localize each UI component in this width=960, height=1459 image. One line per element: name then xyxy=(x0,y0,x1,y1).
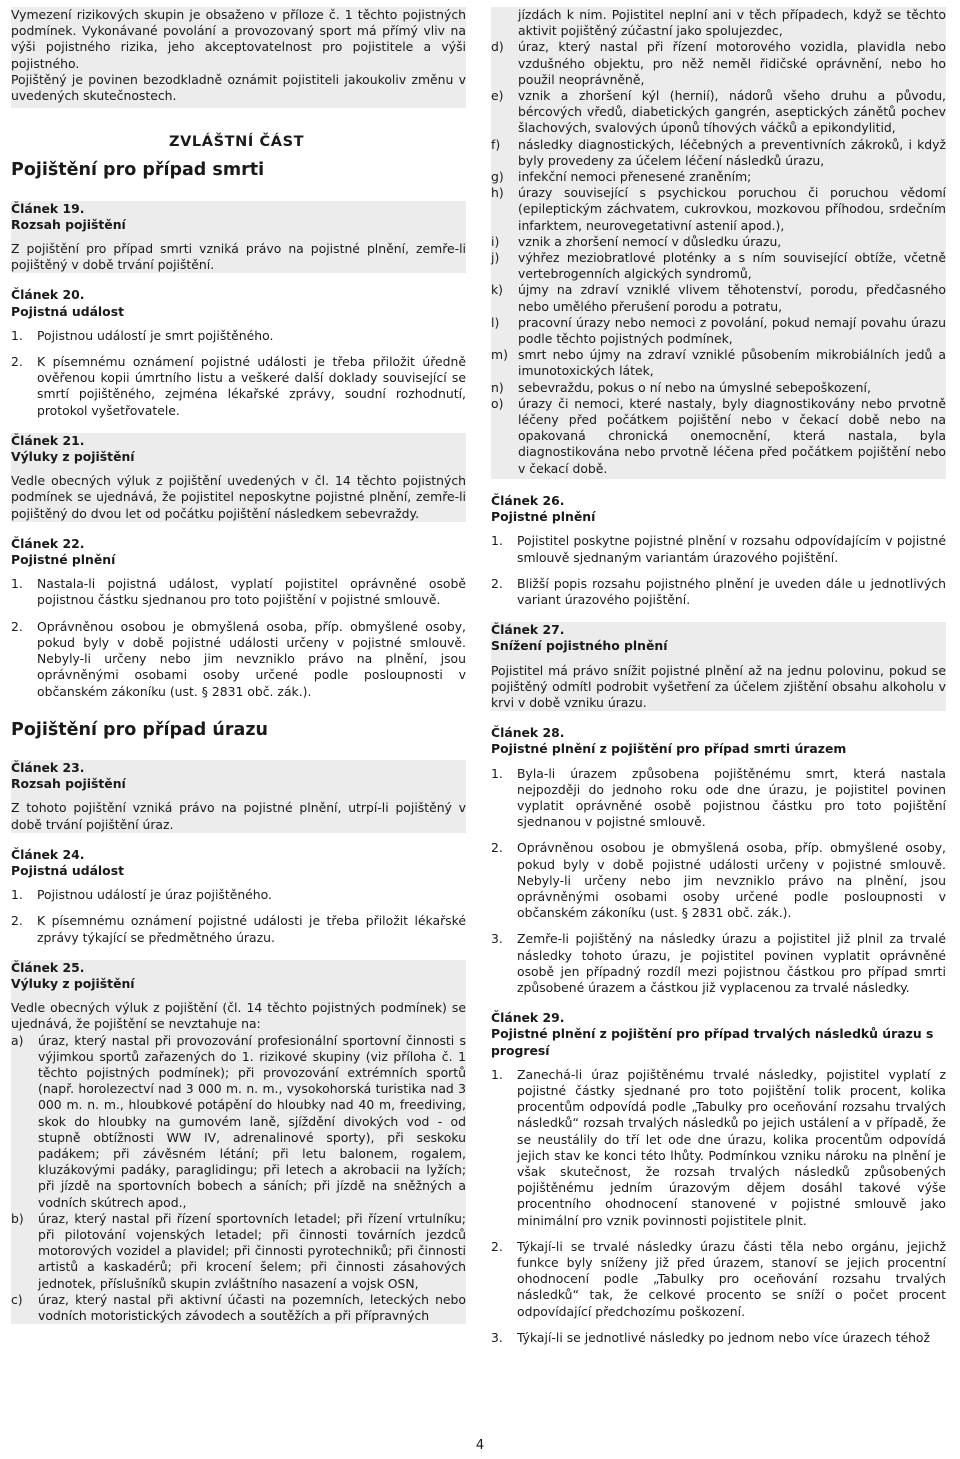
intro-box xyxy=(11,7,466,108)
article-number: Článek 25. xyxy=(11,959,85,975)
paragraph-number: 2. xyxy=(491,575,503,591)
article-number: Článek 26. xyxy=(491,492,565,508)
item-letter: o) xyxy=(491,395,504,411)
paragraph-number: 1. xyxy=(491,1066,503,1082)
numbered-paragraph xyxy=(491,931,946,996)
numbered-paragraph xyxy=(491,1239,946,1320)
section-heading-death: Pojištění pro případ smrti xyxy=(11,160,265,181)
article-text: Vedle obecných výluk z pojištění (čl. 14 těchto pojistných podmínek) se ujednává, že pojištění se nevztahuje na: xyxy=(11,1000,466,1032)
item-text: smrt nebo újmy na zdraví vzniklé působením mikrobiálních jedů a imunotoxických látek, xyxy=(518,347,946,379)
item-text: úraz, který nastal při řízení motorového vozidla, plavidla nebo vzdušného objektu, pro něž neměl řidičské oprávnění, nebo ho použil neoprávněně, xyxy=(518,39,946,87)
article-title: Pojistné plnění z pojištění pro případ trvalých následků úrazu s progresí xyxy=(491,1026,934,1058)
numbered-paragraph xyxy=(491,840,946,921)
article-text: Vedle obecných výluk z pojištění uvedených v čl. 14 těchto pojistných podmínek se ujednává, že pojistitel neposkytne pojistné plnění, zemře-li pojištěný do dvou let od počátku pojištění následkem sebevraždy. xyxy=(11,473,466,521)
paragraph-number: 2. xyxy=(491,840,503,856)
page-number: 4 xyxy=(475,1438,485,1453)
item-letter: f) xyxy=(491,136,501,152)
numbered-paragraph xyxy=(11,619,466,700)
article-number: Článek 28. xyxy=(491,725,565,741)
paragraph-number: 2. xyxy=(11,618,23,634)
numbered-paragraph xyxy=(491,1067,946,1229)
article-23 xyxy=(11,760,466,833)
lettered-item xyxy=(491,169,946,185)
paragraph-text: Týkají-li se jednotlivé následky po jednom nebo více úrazech téhož xyxy=(517,1329,931,1345)
item-text: vznik a zhoršení nemocí v důsledku úrazu, xyxy=(518,233,782,249)
paragraph-number: 1. xyxy=(491,765,503,781)
paragraph-number: 2. xyxy=(11,354,23,370)
item-letter: d) xyxy=(491,39,504,55)
numbered-paragraph xyxy=(491,766,946,831)
item-text: úraz, který nastal při řízení sportovních letadel; při řízení vrtulníku; při pilotování vojenských letadel; při činnosti továrních jezdců motorových vozidel a plavidel; při činnosti pyrotechniků; při činnosti artistů a kaskadérů; při krocení šelem; při činnosti zásahových jednotek, příslušníků skupin zvláštního nasazení a vojsk OSN, xyxy=(38,1210,466,1291)
section-heading-injury: Pojištění pro případ úrazu xyxy=(11,719,268,740)
paragraph-text: Oprávněnou osobou je obmyšlená osoba, příp. obmyšlené osoby, pokud byly v době pojistné události určeny v pojistné smlouvě. Nebyly-li určeny nebo jim nevzniklo právo na plnění, jsou oprávněnými osobami osoby určené podle posloupnosti v občanském zákoníku (ust. § 2831 obč. zák.). xyxy=(517,840,946,921)
lettered-item xyxy=(11,1211,466,1292)
paragraph-text: Pojistnou událostí je úraz pojištěného. xyxy=(37,887,272,903)
numbered-paragraph xyxy=(11,576,466,608)
article-title: Pojistné plnění xyxy=(491,509,596,525)
lettered-item xyxy=(491,39,946,88)
article-number: Článek 29. xyxy=(491,1010,565,1026)
article-title: Snížení pojistného plnění xyxy=(491,638,668,654)
article-25 xyxy=(11,960,466,1324)
paragraph-number: 1. xyxy=(11,887,23,903)
article-title: Rozsah pojištění xyxy=(11,776,126,792)
left-column xyxy=(11,7,466,1324)
item-letter: c) xyxy=(11,1291,23,1307)
numbered-paragraph xyxy=(11,913,466,945)
item-text: úraz, který nastal při provozování profesionální sportovní činnosti s výjimkou sportů zařazených do 1. rizikové skupiny (viz příloha č. 1 těchto pojistných podmínek); při provozování extrémních sportů (např. horolezectví nad 3 000 m. n. m., vysokohorská turistika nad 3 000 m. n. m., hloubkové potápění do hloubky nad 40 m, freediving, skok do hloubky na gumovém laně, sjíždění divokých vod - od stupně obtížnosti WW IV, adrenalinové sporty), při seskoku padákem; při závěsném létání; při letu balonem, rogalem, kluzákovými padáky, paraglidingu; při letech a akrobacii na lyžích; při jízdě na sportovních bobech a sáních; při jízdě na sněžných a vodních skútrech apod., xyxy=(38,1032,466,1210)
item-letter: e) xyxy=(491,88,504,104)
article-title: Výluky z pojištění xyxy=(11,449,135,465)
article-25-continued xyxy=(491,7,946,479)
paragraph-text: Bližší popis rozsahu pojistného plnění je uveden dále u jednotlivých variant úrazového pojištění. xyxy=(517,575,946,607)
item-text: infekční nemoci přenesené zraněním; xyxy=(518,169,752,185)
lettered-item xyxy=(11,1033,466,1211)
article-text: Z pojištění pro případ smrti vzniká právo na pojistné plnění, zemře-li pojištěný v době trvání pojištění. xyxy=(11,241,466,273)
item-letter: l) xyxy=(491,314,500,330)
numbered-paragraph xyxy=(491,533,946,565)
intro-text: Vymezení rizikových skupin je obsaženo v příloze č. 1 těchto pojistných podmínek. Vykonávané povolání a provozovaný sport má přímý vliv na výši pojistného rizika, jeho akceptovatelnost pro pojistitele a výši pojistného. xyxy=(11,7,466,71)
item-letter: j) xyxy=(491,250,500,266)
item-letter: i) xyxy=(491,233,500,249)
paragraph-number: 3. xyxy=(491,1329,503,1345)
article-title: Výluky z pojištění xyxy=(11,975,135,991)
lettered-item xyxy=(491,315,946,347)
paragraph-text: Týkají-li se trvalé následky úrazu části těla nebo orgánu, jejichž funkce byly sníženy již před úrazem, stanoví se jejich procentní ohodnocení podle „Tabulky pro oceňování rozsahu trvalých následků“ tak, že celkové procento se sníží o počet procent odpovídající předchozímu poškození. xyxy=(517,1238,946,1319)
lettered-item xyxy=(491,234,946,250)
item-text: pracovní úrazy nebo nemoci z povolání, pokud nemají povahu úrazu podle těchto pojistných podmínek, xyxy=(518,314,946,347)
paragraph-text: Byla-li úrazem způsobena pojištěnému smrt, která nastala nejpozději do jednoho roku ode dne úrazu, je pojistitel povinen vyplatit oprávněné osobě pojistnou částku pro toto pojištění sjednanou v pojistné smlouvě. xyxy=(517,765,946,830)
item-text: jízdách k nim. Pojistitel neplní ani v těch případech, když se těchto aktivit pojištěný zúčastní jako spolujezdec, xyxy=(518,7,946,39)
article-title: Pojistné plnění z pojištění pro případ smrti úrazem xyxy=(491,741,847,757)
paragraph-text: Oprávněnou osobou je obmyšlená osoba, příp. obmyšlené osoby, pokud byly v době pojistné události určeny v pojistné smlouvě. Nebyly-li určeny nebo jim nevzniklo právo na plnění, jsou oprávněnými osobami osoby určené podle posloupnosti v občanském zákoníku (ust. § 2831 obč. zák.). xyxy=(37,618,466,699)
lettered-item xyxy=(491,88,946,137)
lettered-item xyxy=(491,185,946,234)
item-letter: g) xyxy=(491,169,504,185)
lettered-item xyxy=(491,282,946,314)
numbered-paragraph xyxy=(11,354,466,419)
paragraph-text: Pojistnou událostí je smrt pojištěného. xyxy=(37,327,274,343)
paragraph-text: Pojistitel poskytne pojistné plnění v rozsahu odpovídajícím v pojistné smlouvě sjednaným variantám úrazového pojištění. xyxy=(517,533,946,565)
item-letter: b) xyxy=(11,1210,24,1226)
lettered-item xyxy=(491,396,946,477)
right-column xyxy=(491,7,946,1356)
article-21 xyxy=(11,433,466,522)
item-text: vznik a zhoršení kýl (hernií), nádorů všeho druhu a původu, bércových vředů, diabetických gangrén, aseptických zánětů pochev šlachových, svalových úponů tíhových váčků a epikondylitid, xyxy=(518,88,946,136)
item-text: úrazy související s psychickou poruchou či poruchou vědomí (epileptickým záchvatem, cukrovkou, mozkovou příhodou, srdečním infarktem, neurovegetativní astenií apod.), xyxy=(518,185,946,233)
article-number: Článek 22. xyxy=(11,535,85,551)
lettered-item xyxy=(491,250,946,282)
item-text: úraz, který nastal při aktivní účasti na pozemních, leteckých nebo vodních motoristických závodech a soutěžích a při přípravných xyxy=(38,1291,466,1323)
lettered-item xyxy=(491,347,946,379)
article-number: Článek 21. xyxy=(11,432,85,448)
item-letter: m) xyxy=(491,347,508,363)
article-number: Článek 23. xyxy=(11,759,85,775)
lettered-item xyxy=(491,7,946,39)
article-text: Pojistitel má právo snížit pojistné plnění až na jednu polovinu, pokud se pojištěný odmítl podrobit vyšetření za účelem zjištění obsahu alkoholu v krvi v době vzniku úrazu. xyxy=(491,662,946,710)
item-letter: h) xyxy=(491,185,504,201)
paragraph-text: Zemře-li pojištěný na následky úrazu a pojistitel již plnil za trvalé následky tohoto úrazu, je pojistitel povinen vyplatit oprávněné osobě jen případný rozdíl mezi pojistnou částkou pro případ smrti způsobené úrazem a částkou již vyplacenou za trvalé následky. xyxy=(517,931,946,995)
article-title: Pojistná událost xyxy=(11,303,124,319)
lettered-item xyxy=(11,1292,466,1324)
article-text: Z tohoto pojištění vzniká právo na pojistné plnění, utrpí-li pojištěný v době trvání pojištění úraz. xyxy=(11,800,466,832)
article-number: Článek 20. xyxy=(11,287,85,303)
item-text: výhřez meziobratlové ploténky a s ním související obtíže, včetně vertebrogenních algických syndromů, xyxy=(518,250,946,282)
article-number: Článek 24. xyxy=(11,846,85,862)
article-title: Pojistné plnění xyxy=(11,552,116,568)
lettered-item xyxy=(491,380,946,396)
article-number: Článek 19. xyxy=(11,200,85,216)
article-number: Článek 27. xyxy=(491,622,565,638)
numbered-paragraph xyxy=(491,576,946,608)
paragraph-text: K písemnému oznámení pojistné události je třeba přiložit úředně ověřenou kopii úmrtního listu a veškeré další doklady související se smrtí pojištěného, zejména lékařské zprávy, soudní rozhodnutí, protokol vyšetřovatele. xyxy=(37,354,466,418)
paragraph-number: 1. xyxy=(491,533,503,549)
numbered-paragraph xyxy=(11,887,466,903)
numbered-paragraph xyxy=(491,1330,946,1346)
paragraph-number: 2. xyxy=(11,913,23,929)
paragraph-number: 3. xyxy=(491,931,503,947)
item-text: újmy na zdraví vzniklé vlivem těhotenství, porodu, předčasného nebo umělého přerušení porodu a potratu, xyxy=(518,282,946,314)
article-19 xyxy=(11,201,466,274)
paragraph-text: Nastala-li pojistná událost, vyplatí pojistitel oprávněné osobě pojistnou částku sjednanou pro toto pojištění v pojistné smlouvě. xyxy=(37,576,466,608)
item-text: následky diagnostických, léčebných a preventivních zákroků, i když byly provedeny za účelem léčení následků úrazu, xyxy=(518,136,946,168)
paragraph-text: Zanechá-li úraz pojištěnému trvalé následky, pojistitel vyplatí z pojistné částky sjednané pro toto pojištění tolik procent, kolika procentům odpovídá podle „Tabulky pro oceňování rozsahu trvalých následků“ rozsah trvalých následků po jejich ustálení a v případě, že se neustálily do tří let ode dne úrazu, kolika procentům odpovídá jejich stav ke konci této lhůty. Podmínkou vzniku nároku na plnění je však skutečnost, že rozsah trvalých následků způsobených pojištěnému jedním úrazovým dějem dosáhl takové výše procentního ohodnocení stanovené v pojistné smlouvě jako minimální pro vznik povinnosti pojistitele plnit. xyxy=(517,1066,946,1228)
intro-text-2: Pojištěný je povinen bezodkladně oznámit pojistiteli jakoukoliv změnu v uvedených skutečnostech. xyxy=(11,71,466,104)
paragraph-number: 2. xyxy=(491,1238,503,1254)
item-letter: a) xyxy=(11,1032,24,1048)
article-title: Rozsah pojištění xyxy=(11,216,126,232)
article-title: Pojistná událost xyxy=(11,862,124,878)
special-part-heading: ZVLÁŠTNÍ ČÁST xyxy=(169,134,305,151)
item-letter: n) xyxy=(491,379,504,395)
numbered-paragraph xyxy=(11,328,466,344)
item-letter: k) xyxy=(491,282,504,298)
paragraph-number: 1. xyxy=(11,576,23,592)
item-text: sebevraždu, pokus o ní nebo na úmyslné sebepoškození, xyxy=(518,379,871,395)
lettered-item xyxy=(491,137,946,169)
paragraph-number: 1. xyxy=(11,327,23,343)
article-27 xyxy=(491,622,946,711)
paragraph-text: K písemnému oznámení pojistné události je třeba přiložit lékařské zprávy týkající se předmětného úrazu. xyxy=(37,913,466,945)
item-text: úrazy či nemoci, které nastaly, byly diagnostikovány nebo prvotně léčeny před počátkem pojištění nebo v čekací době nebo na opakovaná chronická onemocnění, která nastala, byla diagnostikována nebo prvotně léčena před počátkem pojištění nebo v čekací době. xyxy=(518,395,946,476)
